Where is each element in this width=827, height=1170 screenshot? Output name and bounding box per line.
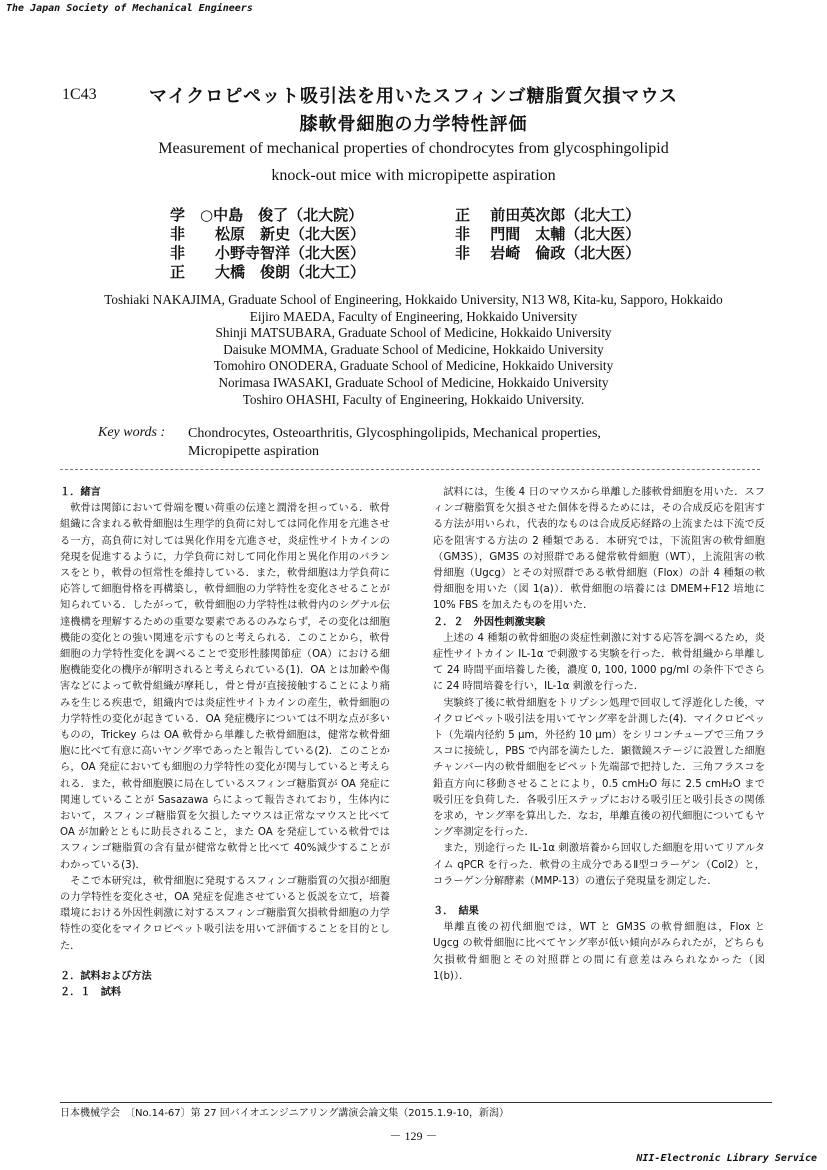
page-number: － 129 －: [389, 1129, 438, 1143]
author-column-right: [455, 206, 640, 263]
title-ja-line1: マイクロピペット吸引法を用いたスフィンゴ糖脂質欠損マウス: [149, 86, 678, 107]
footer-citation: 日本機械学会 〔No.14-67〕第 27 回バイオエンジニアリング講演会論文集（2015.1.9-10，新潟）: [60, 1108, 510, 1119]
paragraph: 試料には，生後 4 日のマウスから単離した膝軟骨細胞を用いた．スフィンゴ糖脂質を欠損させた個体を得るためには，その合成反応を阻害する方法が用いられ，代表的なものは合成反応経路の上流または下流で反応を阻害する方法の 2 種類である．本研究では，下流阻害の軟骨細胞（GM3S），GM3S の対照群である健常軟骨細胞（WT），上流阻害の軟骨細胞（Ugcg）とその対照群である軟骨細胞（Flox）の計 4 種類の軟骨細胞を用いた（図 1(a)）．軟骨細胞の培養には DMEM+F12 培地に 10% FBS を加えたものを用いた．: [433, 487, 765, 612]
affiliation-line: Norimasa IWASAKI, Graduate School of Medicine, Hokkaido University: [218, 374, 609, 390]
paper-id: 1C43: [62, 86, 97, 103]
spacer: [60, 955, 390, 969]
section-heading: ３． 結果: [433, 906, 479, 918]
spacer: [433, 890, 765, 904]
author-column-left: [170, 206, 365, 282]
affiliation-line: Tomohiro ONODERA, Graduate School of Medicine, Hokkaido University: [213, 358, 614, 374]
paragraph: 実験終了後に軟骨細胞をトリプシン処理で回収して浮遊化した後，マイクロピペット吸引法を用いてヤング率を計測した(4)．マイクロピペット（先端内径約 5 μm，外径約 10 μm）をシリコンチューブで三角フラスコに接続し，PBS で内部を満たした．顕微鏡ステージに設置した細胞チャンバー内の軟骨細胞をピペット先端部で把持した．三角フラスコを鉛直方向に移動させることにより，0.5 cmH₂O 毎に 2.5 cmH₂O まで吸引圧を負荷した．各吸引圧ステップにおける吸引圧と吸引長さの関係を求め，ヤング率を算出した．なお，単離直後の初代細胞についてもヤング率測定を行った．: [433, 697, 765, 839]
affiliation-line: Shinji MATSUBARA, Graduate School of Medicine, Hokkaido University: [215, 325, 612, 341]
keywords-label: Key words :: [98, 425, 166, 440]
affiliation-line: Daisuke MOMMA, Graduate School of Medicine, Hokkaido University: [223, 341, 604, 357]
paragraph: 上述の 4 種類の軟骨細胞の炎症性刺激に対する応答を調べるため，炎症性サイトカイン IL-1α で刺激する実験を行った．軟骨組織から単離して 24 時間平面培養した後，濃度 0, 100, 1000 pg/ml の条件下でさらに 24 時間培養を行い，IL-1α 刺激を行った．: [433, 632, 765, 693]
society-header: The Japan Society of Mechanical Engineers: [6, 3, 253, 14]
author-entry: 正 前田英次郎（北大工）: [455, 206, 641, 224]
author-entry: 非 門間 太輔（北大医）: [455, 225, 641, 243]
keywords-text: [188, 425, 708, 461]
paragraph: 単離直後の初代細胞では，WT と GM3S の軟骨細胞は，Flox と Ugcg の軟骨細胞に比べてヤング率が低い傾向がみられたが，どちらも欠損軟骨細胞とその対照群との間に有意差はみられなかった（図 1(b)）．: [433, 922, 765, 982]
affiliation-line: Eijiro MAEDA, Faculty of Engineering, Hokkaido University: [249, 308, 578, 324]
keywords-line: Chondrocytes, Osteoarthritis, Glycosphingolipids, Mechanical properties,: [188, 426, 601, 441]
right-column: [433, 485, 765, 985]
affiliation-line: Toshiaki NAKAJIMA, Graduate School of Engineering, Hokkaido University, N13 W8, Kita-ku, Sapporo, Hokkaido: [104, 292, 723, 307]
author-entry: 正 大橋 俊朗（北大工）: [170, 263, 366, 281]
subsection-heading: ２．１ 試料: [60, 987, 122, 999]
author-entry: 非 松原 新史（北大医）: [170, 225, 366, 243]
keywords-line: Micropipette aspiration: [188, 444, 320, 459]
left-column: [60, 485, 390, 1001]
section-heading: １．緒言: [60, 487, 101, 498]
paragraph: そこで本研究は，軟骨細胞に発現するスフィンゴ糖脂質の欠損が細胞の力学特性を変化させ，OA 発症を促進させていると仮説を立て，培養環境における外因性刺激に対するスフィンゴ糖脂質欠損軟骨細胞の力学特性の変化をマイクロピペット吸引法を用いて評価することを目的とした．: [60, 875, 390, 952]
affiliation-block: [40, 292, 787, 408]
author-entry: 非 小野寺智洋（北大医）: [170, 244, 366, 262]
title-ja-line2: 膝軟骨細胞の力学特性評価: [299, 114, 528, 135]
author-entry: 非 岩崎 倫政（北大医）: [455, 244, 641, 262]
subsection-heading: ２．２ 外因性刺激実験: [433, 616, 546, 628]
section-divider: [60, 469, 760, 470]
author-entry: 学 ○中島 俊了（北大院）: [170, 206, 364, 224]
title-en-line2: knock-out mice with micropipette aspiration: [271, 167, 556, 184]
title-en-line1: Measurement of mechanical properties of chondrocytes from glycosphingolipid: [158, 140, 669, 157]
paragraph: 軟骨は関節において骨端を覆い荷重の伝達と潤滑を担っている．軟骨組織に含まれる軟骨細胞は生理学的負荷に対しては同化作用を亢進させる一方，高負荷に対しては異化作用を亢進させ，炎症性サイトカインの発現を促進するように，力学負荷に対して同化作用と異化作用のバランスをとり，軟骨の恒常性を維持している．また，軟骨細胞は力学負荷に応答して細胞骨格を再構築し，軟骨細胞の力学特性を変化させることが知られている．したがって，軟骨細胞の力学特性は軟骨内のシグナル伝達機構を理解するための重要な要素であるのみならず，その変化は細胞機能の変化との強い関連を示すものと考えられる．このことから，軟骨細胞の力学特性変化を調べることで変形性膝関節症（OA）における細胞機能変化の機序が解明されると考えられている(1)．OA とは加齢や傷害などによって軟骨組織が摩耗し，骨と骨が直接接触することにより痛みを生じる疾患で，組織内では炎症性サイトカインの産生，軟骨細胞の力学特性の変化が起きている．OA 発症機序については不明な点が多いものの，Trickey らは OA 軟骨から単離した軟骨細胞は，健常な軟骨細胞に比べて有意に高いヤング率であったと報告している(2)．このことから，OA 発症においても細胞の力学特性の変化が関与していると考えられる．また，軟骨細胞膜に局在しているスフィンゴ糖脂質が OA 発症に関連していることが Sasazawa らによって報告されており，生体内において，スフィンゴ糖脂質を欠損したマウスは正常なマウスと比べて OA が加齢とともに助長されること，また OA を発症している軟骨ではスフィンゴ糖脂質の含有量が健常な軟骨と比べて 40%減少することがわかっている(3)．: [60, 503, 391, 871]
affiliation-line: Toshiro OHASHI, Faculty of Engineering, Hokkaido University.: [242, 391, 585, 407]
footer-rule: [60, 1102, 772, 1103]
section-heading: ２．試料および方法: [60, 970, 152, 982]
service-footer: NII-Electronic Library Service: [636, 1153, 817, 1164]
paragraph: また，別途行った IL-1α 刺激培養から回収した細胞を用いてリアルタイム qPCR を行った．軟骨の主成分であるⅡ型コラーゲン（Col2）と，コラーゲン分解酵素（MMP-13）の遺伝子発現量を測定した．: [433, 843, 765, 887]
